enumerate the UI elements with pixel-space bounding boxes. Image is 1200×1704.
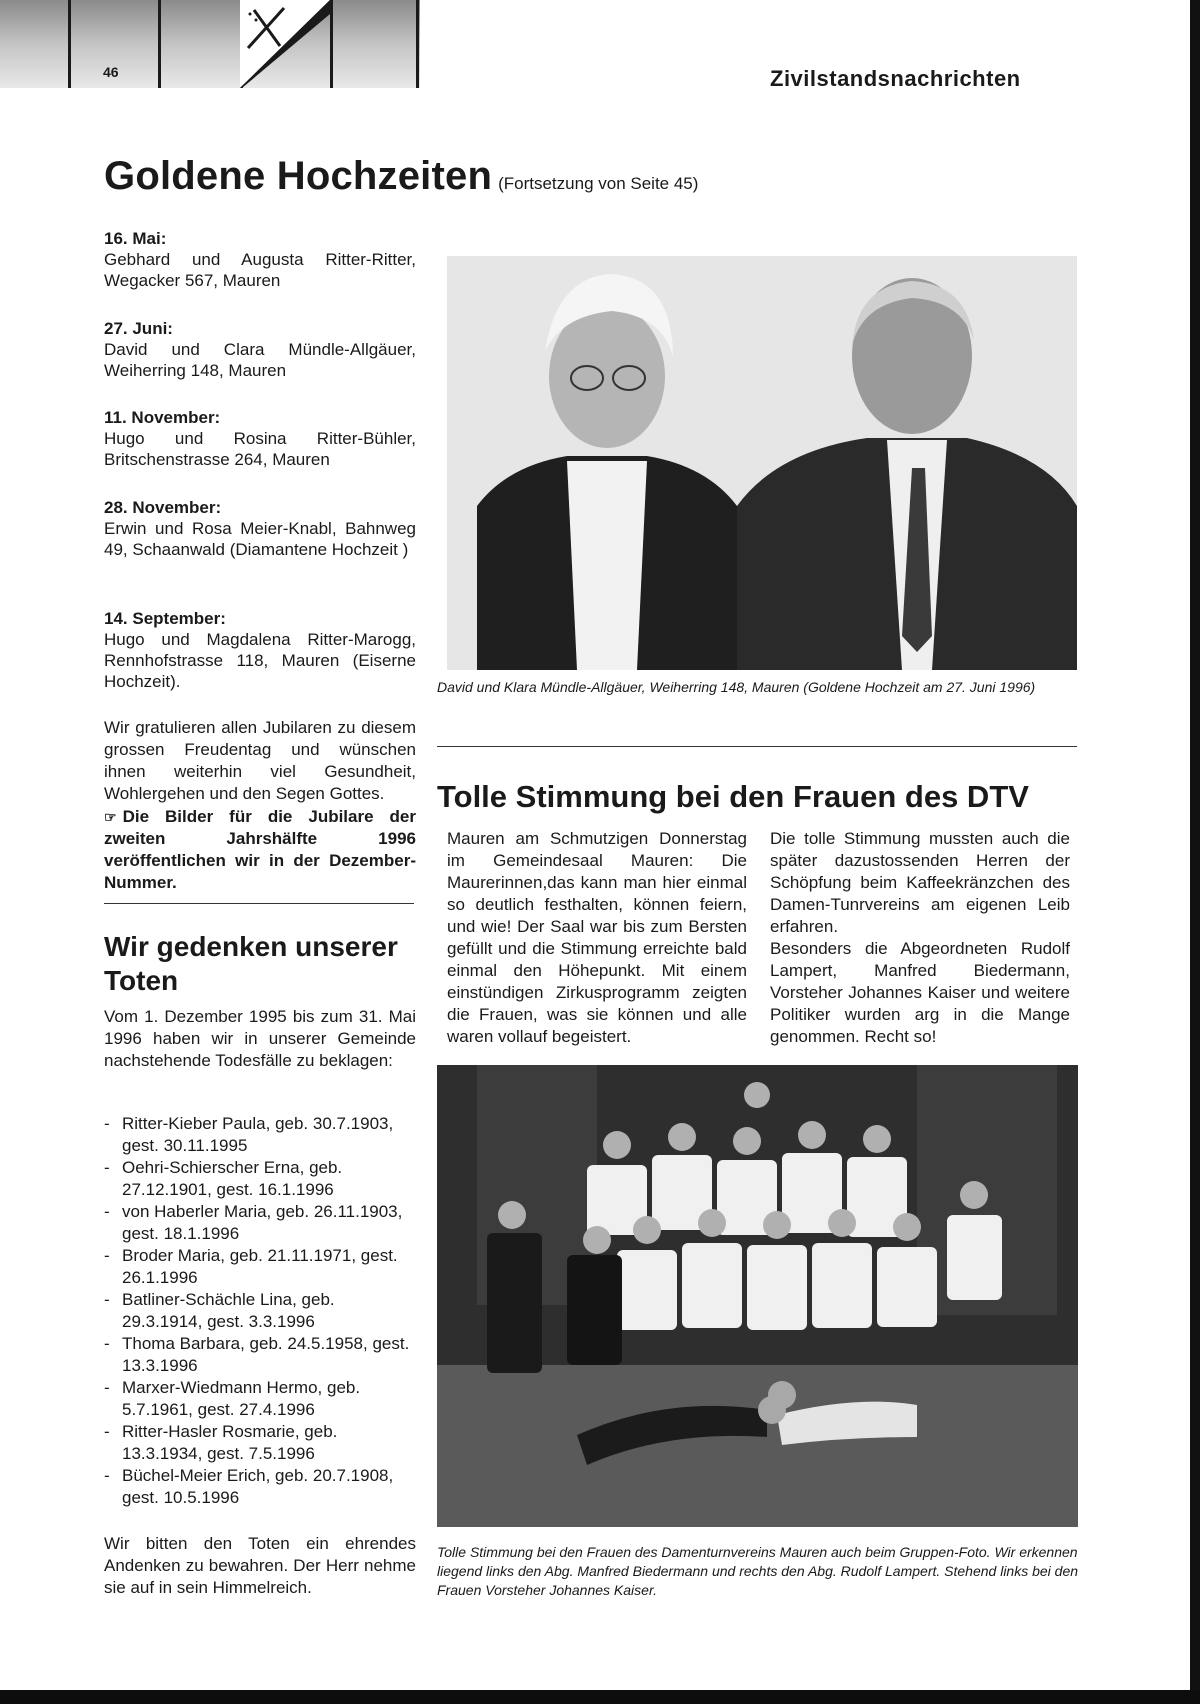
couple-photo xyxy=(447,256,1077,670)
dtv-title: Tolle Stimmung bei den Frauen des DTV xyxy=(437,779,1029,814)
wedding-date: 14. September: xyxy=(104,609,226,628)
death-list xyxy=(104,1113,416,1509)
header-rule xyxy=(68,0,71,88)
wedding-text: David und Clara Mündle-Allgäuer, Weiherring 148, Mauren xyxy=(104,340,416,380)
golden-title: Goldene Hochzeiten xyxy=(104,154,493,198)
divider xyxy=(437,746,1077,747)
wedding-date: 11. November: xyxy=(104,408,221,427)
pointing-hand-icon: ☞ xyxy=(104,809,117,825)
memorial-title: Wir gedenken unserer Toten xyxy=(104,931,398,996)
wedding-text: Gebhard und Augusta Ritter-Ritter, Wegacker 567, Mauren xyxy=(104,250,416,290)
scan-edge-bottom xyxy=(0,1690,1200,1704)
death-entry: - Batliner-Schächle Lina, geb. 29.3.1914, gest. 3.3.1996 xyxy=(104,1289,416,1333)
death-entry: - von Haberler Maria, geb. 26.11.1903, gest. 18.1.1996 xyxy=(104,1201,416,1245)
dtv-text-column-1: Mauren am Schmutzigen Donnerstag im Gemeindesaal Mauren: Die Maurerinnen,das kann man hier einmal so deutlich festhalten, können feiern, und wie! Der Saal war bis zum Bersten gefüllt und die Stimmung erreichte bald einmal den Höhepunkt. Mit einem einstündigen Zirkusprogramm zeigten die Frauen, was sie können und alle waren vollauf begeistert. xyxy=(447,829,747,1046)
death-entry: - Ritter-Hasler Rosmarie, geb. 13.3.1934, gest. 7.5.1996 xyxy=(104,1421,416,1465)
congratulations-text: Wir gratulieren allen Jubilaren zu diesem grossen Freudentag und wünschen ihnen weiterhin viel Gesundheit, Wohlergehen und den Segen Gottes. xyxy=(104,718,416,803)
header-rule xyxy=(158,0,161,88)
wedding-entry xyxy=(104,318,416,381)
golden-subtitle: (Fortsetzung von Seite 45) xyxy=(498,174,699,193)
death-entry: - Marxer-Wiedmann Hermo, geb. 5.7.1961, gest. 27.4.1996 xyxy=(104,1377,416,1421)
header-band xyxy=(0,0,420,88)
section-title: Zivilstandsnachrichten xyxy=(770,66,1021,91)
dtv-text-column-2 xyxy=(770,828,1070,1048)
death-entry: - Büchel-Meier Erich, geb. 20.7.1908, gest. 10.5.1996 xyxy=(104,1465,416,1509)
wedding-date: 27. Juni: xyxy=(104,319,173,338)
page-title xyxy=(104,154,698,199)
group-photo xyxy=(437,1065,1078,1527)
death-entry: - Broder Maria, geb. 21.11.1971, gest. 26.1.1996 xyxy=(104,1245,416,1289)
couple-photo-image xyxy=(447,256,1077,670)
header-shade xyxy=(0,0,420,88)
death-entry: - Ritter-Kieber Paula, geb. 30.7.1903, gest. 30.11.1995 xyxy=(104,1113,416,1157)
notice-label: Die Bilder für die Jubilare der zweiten Jahrshälfte 1996 veröffentlichen wir in der Dezember-Nummer. xyxy=(104,807,416,892)
group-photo-image xyxy=(437,1065,1078,1527)
group-photo-caption: Tolle Stimmung bei den Frauen des Damenturnvereins Mauren auch beim Gruppen-Foto. Wir erkennen liegend links den Abg. Manfred Biedermann und rechts den Abg. Rudolf Lampert. Stehend links bei den Frauen Vorsteher Johannes Kaiser. xyxy=(437,1544,1079,1598)
wedding-entry xyxy=(104,497,416,560)
wedding-text: Erwin und Rosa Meier-Knabl, Bahnweg 49, Schaanwald (Diamantene Hochzeit ) xyxy=(104,519,416,559)
wedding-entry xyxy=(104,407,416,470)
header-rule xyxy=(330,0,333,88)
wedding-text: Hugo und Magdalena Ritter-Marogg, Rennhofstrasse 118, Mauren (Eiserne Hochzeit). xyxy=(104,630,416,691)
wedding-text: Hugo und Rosina Ritter-Bühler, Britschenstrasse 264, Mauren xyxy=(104,429,416,469)
wedding-entry xyxy=(104,608,416,692)
memorial-intro: Vom 1. Dezember 1995 bis zum 31. Mai 1996 haben wir in unserer Gemeinde nachstehende Todesfälle zu beklagen: xyxy=(104,1007,416,1070)
municipal-crest-icon xyxy=(240,0,330,88)
wedding-date: 16. Mai: xyxy=(104,229,167,248)
wedding-entry xyxy=(104,228,416,291)
header-rule xyxy=(416,0,419,88)
death-entry: - Oehri-Schierscher Erna, geb. 27.12.1901, gest. 16.1.1996 xyxy=(104,1157,416,1201)
couple-photo-caption: David und Klara Mündle-Allgäuer, Weiherring 148, Mauren (Goldene Hochzeit am 27. Juni 1996) xyxy=(437,679,1036,695)
divider xyxy=(104,903,414,904)
dtv-paragraph: Die tolle Stimmung mussten auch die später dazustossenden Herren der Schöpfung beim Kaffeekränzchen des Damen-Tunrvereins am eigenen Leib erfahren. xyxy=(770,829,1070,936)
memorial-closing: Wir bitten den Toten ein ehrendes Andenken zu bewahren. Der Herr nehme sie auf in sein Himmelreich. xyxy=(104,1534,416,1597)
page-number: 46 xyxy=(103,64,119,80)
dtv-paragraph: Besonders die Abgeordneten Rudolf Lampert, Manfred Biedermann, Vorsteher Johannes Kaiser und weitere Politiker wurden arg in die Mange genommen. Recht so! xyxy=(770,939,1070,1046)
notice-text xyxy=(104,806,416,894)
scan-edge-right xyxy=(1190,0,1200,1704)
wedding-date: 28. November: xyxy=(104,498,222,517)
death-entry: - Thoma Barbara, geb. 24.5.1958, gest. 13.3.1996 xyxy=(104,1333,416,1377)
